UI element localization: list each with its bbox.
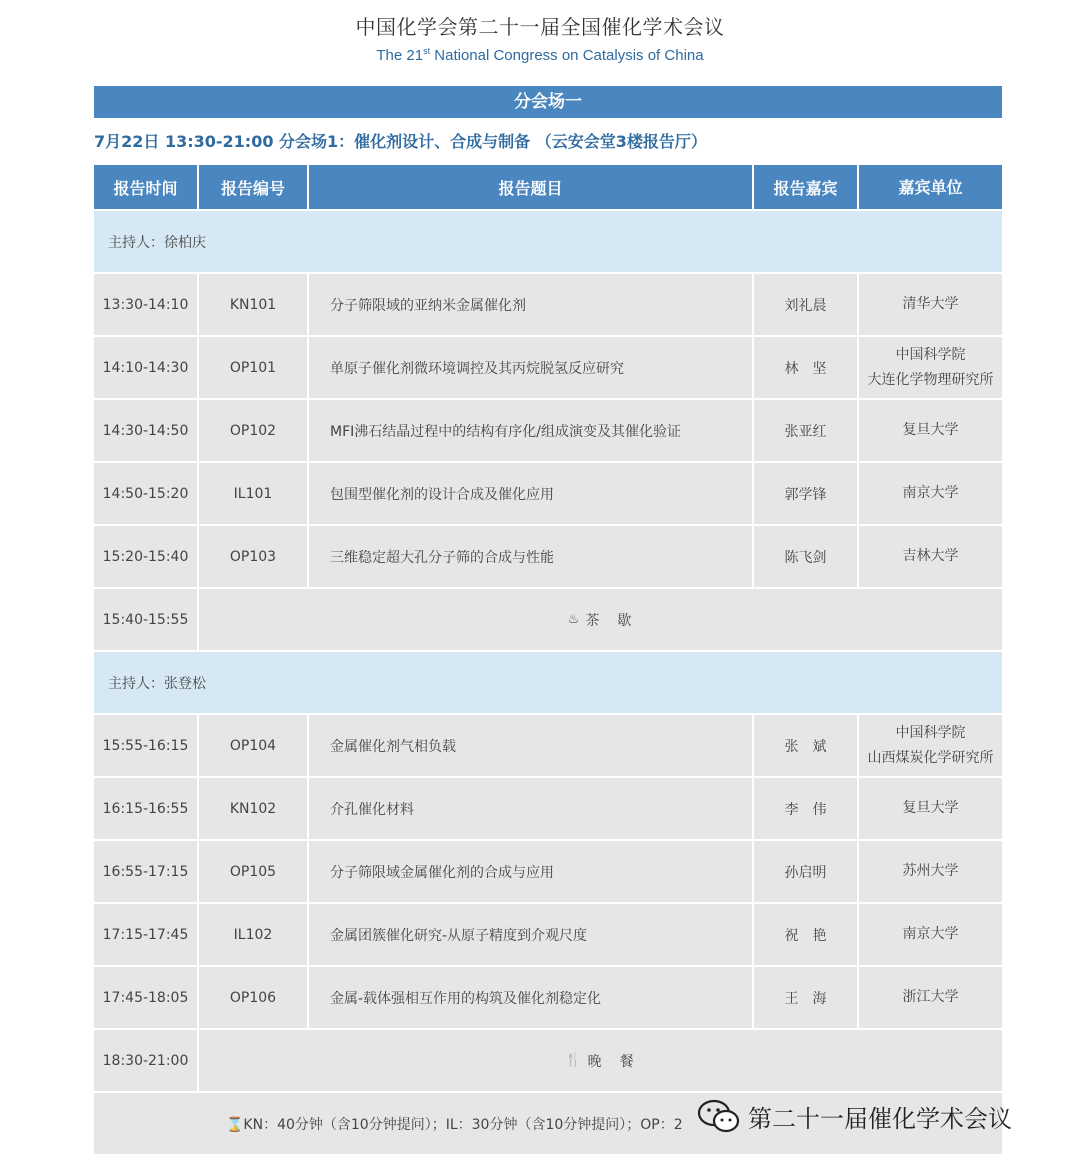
table-cell-affiliation — [859, 841, 1002, 902]
table-cell-title: 分子筛限域的亚纳米金属催化剂 — [309, 274, 754, 335]
wechat-watermark — [696, 1096, 1012, 1136]
table-cell-time: 14:10-14:30 — [94, 337, 199, 398]
affiliation-line: 中国科学院 — [895, 346, 966, 363]
session-group-1 — [94, 274, 1002, 589]
table-cell-time: 18:30-21:00 — [94, 1030, 199, 1091]
conference-title-cn: 中国化学会第二十一届全国催化学术会议 — [355, 15, 725, 39]
table-cell-title: 金属催化剂气相负载 — [309, 715, 754, 776]
table-cell-affiliation — [859, 337, 1002, 398]
affiliation-line: 南京大学 — [902, 926, 959, 942]
table-cell-code: IL102 — [199, 904, 309, 965]
table-cell-time: 15:20-15:40 — [94, 526, 199, 587]
table-row — [94, 778, 1002, 839]
host-row: 主持人：张登松 — [94, 652, 1002, 713]
affiliation-line: 中国科学院 — [895, 724, 966, 741]
table-row — [94, 274, 1002, 335]
affiliation-line: 浙江大学 — [902, 989, 959, 1005]
table-cell-affiliation — [859, 463, 1002, 524]
title-en-pre: The 21 — [376, 47, 424, 64]
table-cell-time: 17:45-18:05 — [94, 967, 199, 1028]
table-cell-speaker: 孙启明 — [754, 841, 859, 902]
col-header-affiliation: 嘉宾单位 — [898, 177, 963, 197]
table-cell-speaker: 王 海 — [754, 967, 859, 1028]
col-header-title: 报告题目 — [309, 165, 754, 209]
table-cell-affiliation — [859, 904, 1002, 965]
schedule-table — [94, 165, 1002, 1154]
table-cell-code: OP103 — [199, 526, 309, 587]
session-group-2 — [94, 715, 1002, 1030]
dinner-cell — [199, 1030, 1002, 1091]
table-cell-affiliation — [859, 715, 1002, 776]
col-header-time: 报告时间 — [94, 165, 199, 209]
table-cell-affiliation — [859, 778, 1002, 839]
table-cell-code: OP101 — [199, 337, 309, 398]
table-cell-speaker: 祝 艳 — [754, 904, 859, 965]
table-cell-speaker: 郭学锋 — [754, 463, 859, 524]
table-row — [94, 337, 1002, 398]
table-row — [94, 463, 1002, 524]
host-row: 主持人：徐柏庆 — [94, 211, 1002, 272]
wechat-icon — [696, 1096, 742, 1136]
table-row — [94, 526, 1002, 587]
table-cell-speaker: 刘礼晨 — [754, 274, 859, 335]
table-cell-time: 17:15-17:45 — [94, 904, 199, 965]
table-cell-code: KN101 — [199, 274, 309, 335]
table-cell-speaker: 陈飞剑 — [754, 526, 859, 587]
table-cell-time: 15:55-16:15 — [94, 715, 199, 776]
table-cell-time: 16:55-17:15 — [94, 841, 199, 902]
table-row — [94, 715, 1002, 776]
table-row — [94, 904, 1002, 965]
affiliation-line: 大连化学物理研究所 — [867, 371, 994, 388]
table-cell-speaker: 张 斌 — [754, 715, 859, 776]
table-cell-code: OP105 — [199, 841, 309, 902]
table-cell-speaker: 李 伟 — [754, 778, 859, 839]
tea-break-row — [94, 589, 1002, 650]
table-cell-time: 15:40-15:55 — [94, 589, 199, 650]
table-cell-code: OP106 — [199, 967, 309, 1028]
affiliation-line: 苏州大学 — [902, 863, 959, 879]
table-cell-affiliation — [859, 967, 1002, 1028]
table-cell-code: IL101 — [199, 463, 309, 524]
watermark-text: 第二十一届催化学术会议 — [748, 1104, 1012, 1133]
table-row — [94, 841, 1002, 902]
col-header-code: 报告编号 — [199, 165, 309, 209]
table-cell-title: 金属-载体强相互作用的构筑及催化剂稳定化 — [309, 967, 754, 1028]
fork-knife-icon: 🍴 — [565, 1053, 582, 1068]
conference-title-en — [0, 44, 1080, 68]
table-cell-title: 介孔催化材料 — [309, 778, 754, 839]
page-header — [0, 12, 1080, 68]
table-cell-time: 14:50-15:20 — [94, 463, 199, 524]
table-cell-title: 包围型催化剂的设计合成及催化应用 — [309, 463, 754, 524]
tea-break-cell — [199, 589, 1002, 650]
table-cell-title: MFI沸石结晶过程中的结构有序化/组成演变及其催化验证 — [309, 400, 754, 461]
table-cell-code: KN102 — [199, 778, 309, 839]
tea-break-label: 茶 歇 — [585, 612, 634, 629]
affiliation-line: 吉林大学 — [902, 548, 959, 564]
table-row — [94, 400, 1002, 461]
dinner-row — [94, 1030, 1002, 1091]
table-cell-speaker: 张亚红 — [754, 400, 859, 461]
table-cell-title: 单原子催化剂微环境调控及其丙烷脱氢反应研究 — [309, 337, 754, 398]
table-cell-title: 分子筛限域金属催化剂的合成与应用 — [309, 841, 754, 902]
table-cell-time: 14:30-14:50 — [94, 400, 199, 461]
table-header — [94, 165, 1002, 209]
affiliation-line: 复旦大学 — [902, 800, 959, 816]
affiliation-line: 南京大学 — [902, 485, 959, 501]
tea-cup-icon: ♨ — [567, 612, 580, 627]
dinner-label: 晚 餐 — [587, 1053, 636, 1070]
title-en-post: National Congress on Catalysis of China — [430, 47, 704, 64]
affiliation-line: 清华大学 — [902, 296, 959, 312]
table-cell-time: 13:30-14:10 — [94, 274, 199, 335]
table-cell-title: 金属团簇催化研究-从原子精度到介观尺度 — [309, 904, 754, 965]
affiliation-line: 山西煤炭化学研究所 — [867, 749, 994, 766]
duration-note: ⌛KN：40分钟（含10分钟提问）；IL：30分钟（含10分钟提问）；OP：2 — [94, 1093, 1002, 1154]
table-cell-title: 三维稳定超大孔分子筛的合成与性能 — [309, 526, 754, 587]
session-info: 7月22日 13:30-21:00 分会场1：催化剂设计、合成与制备 （云安会堂3楼报告厅） — [94, 132, 707, 151]
table-cell-affiliation — [859, 274, 1002, 335]
title-en-sup: st — [423, 46, 431, 56]
affiliation-line: 复旦大学 — [902, 422, 959, 438]
table-row — [94, 967, 1002, 1028]
table-cell-affiliation — [859, 526, 1002, 587]
table-cell-time: 16:15-16:55 — [94, 778, 199, 839]
table-cell-speaker: 林 坚 — [754, 337, 859, 398]
table-cell-affiliation — [859, 400, 1002, 461]
venue-banner: 分会场一 — [94, 86, 1002, 118]
col-header-speaker: 报告嘉宾 — [754, 165, 859, 209]
table-cell-code: OP102 — [199, 400, 309, 461]
table-cell-code: OP104 — [199, 715, 309, 776]
